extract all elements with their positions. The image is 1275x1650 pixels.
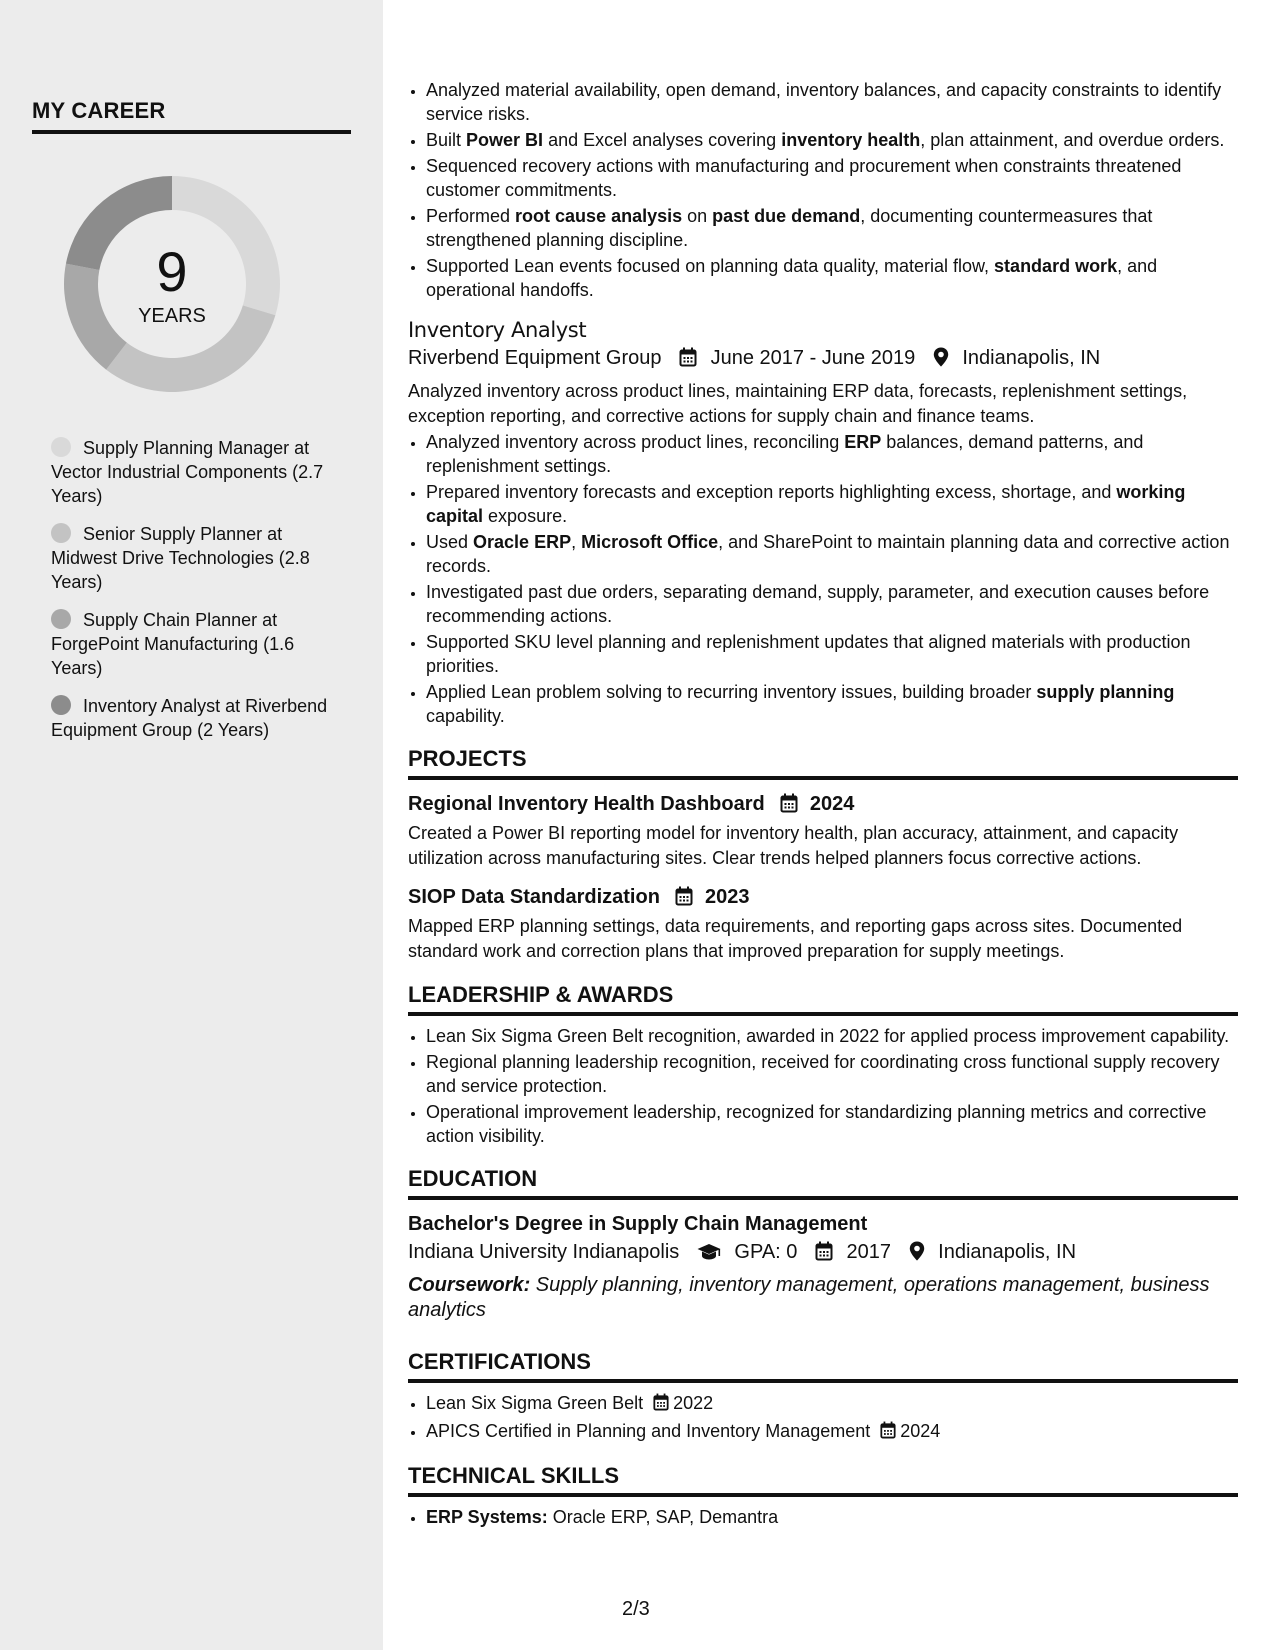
graduation-year: 2017: [846, 1241, 892, 1263]
donut-years-number: 9: [156, 240, 188, 303]
career-item-text: Inventory Analyst at Riverbend Equipment Group (2 Years): [51, 696, 328, 740]
career-years-donut: [58, 170, 286, 398]
bullet-item: • Supported SKU level planning and replenishment updates that aligned materials with production priorities.: [426, 630, 1238, 678]
career-item-text: Supply Planning Manager at Vector Industrial Components (2.7 Years): [51, 438, 324, 506]
donut-segment: [172, 176, 280, 315]
bullet-item: • Used Oracle ERP, Microsoft Office, and SharePoint to maintain planning data and corrective action records.: [426, 530, 1238, 578]
sidebar-title-rule: [32, 130, 351, 134]
main-content: [408, 78, 1238, 1531]
bullet-item: • Prepared inventory forecasts and exception reports highlighting excess, shortage, and working capital exposure.: [426, 480, 1238, 528]
map-pin-icon: [909, 1241, 925, 1269]
skill-label: ERP Systems:: [426, 1507, 548, 1527]
job-summary: Analyzed inventory across product lines, maintaining ERP data, forecasts, replenishment settings, exception reporting, and corrective actions for supply chain and finance teams.: [408, 381, 1188, 426]
project-year: 2024: [809, 793, 855, 815]
awards-list: [408, 1024, 1238, 1148]
bullet-item: • Performed root cause analysis on past due demand, documenting countermeasures that strengthened planning discipline.: [426, 204, 1238, 252]
job-location: Indianapolis, IN: [962, 347, 1101, 369]
donut-years-label: YEARS: [138, 305, 206, 327]
skill-value: Oracle ERP, SAP, Demantra: [547, 1507, 779, 1527]
career-item-text: Senior Supply Planner at Midwest Drive Technologies (2.8 Years): [51, 524, 310, 592]
gpa: GPA: 0: [734, 1241, 798, 1263]
job-dates: June 2017 - June 2019: [710, 347, 916, 369]
award-item: • Regional planning leadership recognition, received for coordinating cross functional supply recovery and service protection.: [426, 1050, 1238, 1098]
project-description: Mapped ERP planning settings, data requirements, and reporting gaps across sites. Documented standard work and correction plans that improved preparation for supply meetings.: [408, 916, 1183, 961]
bullet-item: • Built Power BI and Excel analyses covering inventory health, plan attainment, and overdue orders.: [426, 128, 1238, 152]
school-name: Indiana University Indianapolis: [408, 1241, 680, 1263]
certification-item: [426, 1391, 1238, 1417]
sidebar: [0, 0, 383, 1650]
calendar-icon: [653, 1393, 669, 1417]
school-location: Indianapolis, IN: [938, 1241, 1077, 1263]
calendar-icon: [780, 793, 798, 821]
bullet-item: • Investigated past due orders, separating demand, supply, parameter, and execution causes before recommending actions.: [426, 580, 1238, 628]
job-company: Riverbend Equipment Group: [408, 347, 662, 369]
sidebar-title: MY CAREER: [32, 98, 166, 123]
skills-heading: TECHNICAL SKILLS: [408, 1461, 1238, 1497]
bullet-item: • Applied Lean problem solving to recurring inventory issues, building broader supply planning capability.: [426, 680, 1238, 728]
legend-dot: [51, 437, 71, 457]
calendar-icon: [675, 886, 693, 914]
job-title: Inventory Analyst: [408, 318, 587, 342]
bullet-item: • Analyzed material availability, open demand, inventory balances, and capacity constraints to identify service risks.: [426, 78, 1238, 126]
career-item: [51, 608, 336, 680]
certification-item: [426, 1419, 1238, 1445]
career-list: [51, 436, 336, 756]
certification-name: Lean Six Sigma Green Belt: [426, 1393, 644, 1413]
certification-name: APICS Certified in Planning and Inventory Management: [426, 1421, 871, 1441]
career-item: [51, 694, 336, 742]
coursework-text: Supply planning, inventory management, operations management, business analytics: [408, 1274, 1210, 1321]
skills-list: [408, 1505, 1238, 1529]
map-pin-icon: [933, 347, 949, 375]
project-description: Created a Power BI reporting model for inventory health, plan accuracy, attainment, and capacity utilization across manufacturing sites. Clear trends helped planners focus corrective actions.: [408, 823, 1179, 868]
coursework: [408, 1273, 1238, 1323]
award-item: • Lean Six Sigma Green Belt recognition, awarded in 2022 for applied process improvement capability.: [426, 1024, 1238, 1048]
calendar-icon: [815, 1241, 833, 1269]
legend-dot: [51, 523, 71, 543]
skill-item: [426, 1505, 1238, 1529]
education-meta: [408, 1238, 1238, 1269]
legend-dot: [51, 695, 71, 715]
projects-heading: PROJECTS: [408, 744, 1238, 780]
career-item-text: Supply Chain Planner at ForgePoint Manufacturing (1.6 Years): [51, 610, 295, 678]
project-title: Regional Inventory Health Dashboard: [408, 793, 765, 815]
legend-dot: [51, 609, 71, 629]
coursework-label: Coursework:: [408, 1274, 531, 1296]
graduation-cap-icon: [697, 1241, 721, 1269]
page-number: 2/3: [622, 1598, 650, 1620]
bullet-item: • Sequenced recovery actions with manufacturing and procurement when constraints threatened customer commitments.: [426, 154, 1238, 202]
degree-title: Bachelor's Degree in Supply Chain Management: [408, 1213, 868, 1235]
certifications-list: [408, 1391, 1238, 1445]
certification-year: 2024: [900, 1421, 941, 1441]
education-heading: EDUCATION: [408, 1164, 1238, 1200]
project-title-row: [408, 883, 1238, 914]
career-item: [51, 522, 336, 594]
bullet-item: • Supported Lean events focused on planning data quality, material flow, standard work, and operational handoffs.: [426, 254, 1238, 302]
job-meta: [408, 344, 1238, 375]
certification-year: 2022: [673, 1393, 714, 1413]
donut-segment: [64, 264, 127, 370]
awards-heading: LEADERSHIP & AWARDS: [408, 980, 1238, 1016]
job-bullets: [408, 430, 1238, 728]
project-title-row: [408, 790, 1238, 821]
previous-job-bullets: [408, 78, 1238, 302]
career-item: [51, 436, 336, 508]
calendar-icon: [679, 347, 697, 375]
project-title: SIOP Data Standardization: [408, 886, 660, 908]
bullet-item: • Analyzed inventory across product lines, reconciling ERP balances, demand patterns, and replenishment settings.: [426, 430, 1238, 478]
calendar-icon: [880, 1421, 896, 1445]
certifications-heading: CERTIFICATIONS: [408, 1347, 1238, 1383]
project-year: 2023: [705, 886, 750, 908]
award-item: • Operational improvement leadership, recognized for standardizing planning metrics and corrective action visibility.: [426, 1100, 1238, 1148]
